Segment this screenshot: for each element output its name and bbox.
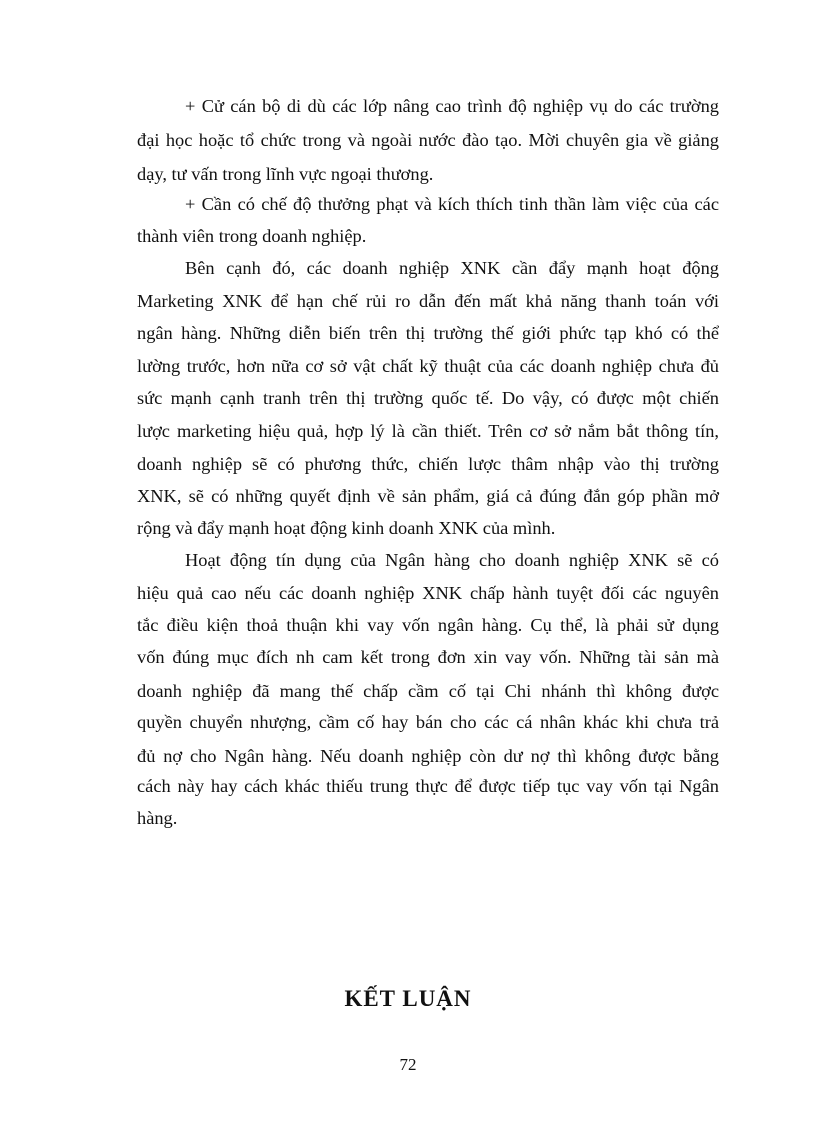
paragraph-start: Hoạt động tín dụng của Ngân hàng cho doanh nghiệp XNK sẽ có	[185, 550, 719, 570]
text-line: lược marketing hiệu quả, hợp lý là cần thiết. Trên cơ sở nắm bắt thông tín,	[137, 421, 719, 441]
text-line: rộng và đẩy mạnh hoạt động kinh doanh XNK của mình.	[137, 518, 556, 538]
bullet-line-1: + Cử cán bộ di dù các lớp nâng cao trình độ nghiệp vụ do các trường	[185, 96, 719, 116]
bullet-line-2: + Cần có chế độ thưởng phạt và kích thích tinh thần làm việc của các	[185, 194, 719, 214]
page-number: 72	[399, 1055, 417, 1074]
text-line: ngân hàng. Những diễn biến trên thị trường thế giới phức tạp khó có thể	[137, 323, 719, 343]
section-heading: KẾT LUẬN	[344, 986, 472, 1011]
text-line: sức mạnh cạnh tranh trên thị trường quốc tế. Do vậy, có được một chiến	[137, 388, 719, 408]
text-line: cách này hay cách khác thiếu trung thực để được tiếp tục vay vốn tại Ngân	[137, 776, 719, 796]
text-line: đủ nợ cho Ngân hàng. Nếu doanh nghiệp còn dư nợ thì không được bằng	[137, 746, 719, 766]
text-line: lường trước, hơn nữa cơ sở vật chất kỹ thuật của các doanh nghiệp chưa đủ	[137, 356, 719, 376]
text-line: doanh nghiệp sẽ có phương thức, chiến lược thâm nhập vào thị trường	[137, 454, 719, 474]
text-line: doanh nghiệp đã mang thế chấp cầm cố tại Chi nhánh thì không được	[137, 681, 719, 701]
text-line: quyền chuyển nhượng, cầm cố hay bán cho các cá nhân khác khi chưa trả	[137, 712, 719, 732]
text-line: vốn đúng mục đích nh cam kết trong đơn xin vay vốn. Những tài sản mà	[137, 647, 719, 667]
text-line: Marketing XNK để hạn chế rủi ro dẫn đến mất khả năng thanh toán với	[137, 291, 719, 311]
text-line: thành viên trong doanh nghiệp.	[137, 226, 367, 246]
paragraph-start: Bên cạnh đó, các doanh nghiệp XNK cần đẩy mạnh hoạt động	[185, 258, 719, 278]
text-line: tắc điều kiện thoả thuận khi vay vốn ngân hàng. Cụ thể, là phải sử dụng	[137, 615, 719, 635]
text-line: đại học hoặc tổ chức trong và ngoài nước đào tạo. Mời chuyên gia về giảng	[137, 130, 719, 150]
text-line: dạy, tư vấn trong lĩnh vực ngoại thương.	[137, 164, 434, 184]
text-line: hiệu quả cao nếu các doanh nghiệp XNK chấp hành tuyệt đối các nguyên	[137, 583, 719, 603]
text-line: XNK, sẽ có những quyết định về sản phẩm, giá cả đúng đắn góp phần mở	[137, 486, 719, 506]
text-line: hàng.	[137, 808, 178, 828]
